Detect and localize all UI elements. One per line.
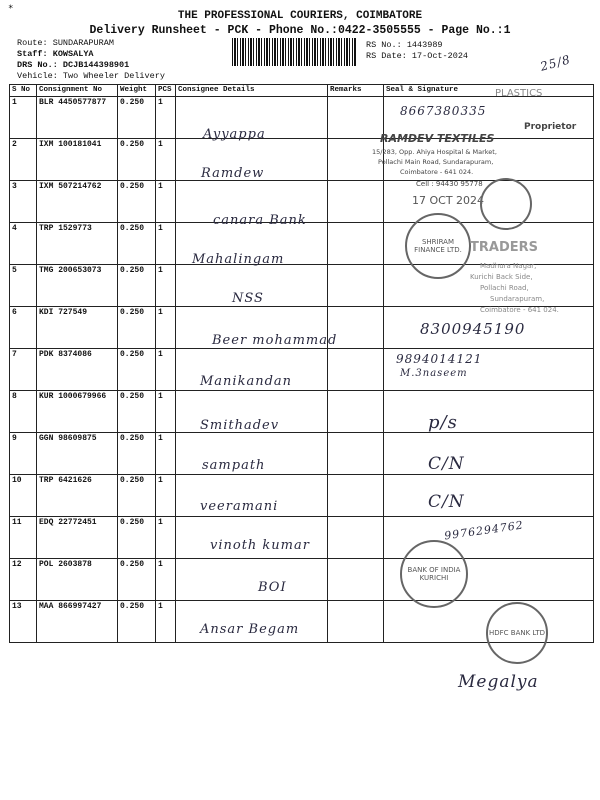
col-signature: Seal & Signature bbox=[384, 85, 594, 97]
col-sno: S No bbox=[10, 85, 37, 97]
stamp-address-3: Coimbatore - 641 024. bbox=[400, 168, 474, 176]
cell-sno: 4 bbox=[10, 223, 37, 265]
cell-pcs: 1 bbox=[156, 433, 176, 475]
cell-consignment-no: BLR 4450577877 bbox=[37, 97, 118, 139]
rs-no-line bbox=[366, 40, 443, 50]
route-value: SUNDARAPURAM bbox=[52, 38, 114, 48]
phone-note-2: 8300945190 bbox=[420, 320, 526, 338]
cell-remarks bbox=[328, 433, 384, 475]
cn-note-2: C/N bbox=[428, 492, 465, 512]
stamp-traders-addr-3: Pollachi Road, bbox=[480, 284, 529, 292]
cell-remarks bbox=[328, 517, 384, 559]
bottom-signature: Megalya bbox=[458, 672, 539, 692]
drs-line bbox=[17, 60, 129, 70]
cell-consignment-no: TRP 1529773 bbox=[37, 223, 118, 265]
cell-sno: 2 bbox=[10, 139, 37, 181]
cell-weight: 0.250 bbox=[118, 181, 156, 223]
consignee-hand-2: Ramdew bbox=[201, 166, 265, 181]
phone-note-1: 8667380335 bbox=[400, 104, 487, 118]
stamp-proprietor: Proprietor bbox=[524, 122, 577, 132]
cell-sno: 6 bbox=[10, 307, 37, 349]
rs-no-label: RS No.: bbox=[366, 40, 402, 50]
cell-consignment-no: KDI 727549 bbox=[37, 307, 118, 349]
cell-pcs: 1 bbox=[156, 517, 176, 559]
cell-consignment-no: GGN 98609875 bbox=[37, 433, 118, 475]
cell-weight: 0.250 bbox=[118, 517, 156, 559]
cell-sno: 1 bbox=[10, 97, 37, 139]
consignee-hand-9: sampath bbox=[202, 458, 266, 473]
runsheet-title: Delivery Runsheet - PCK - Phone No.:0422-3505555 - Page No.:1 bbox=[89, 24, 511, 37]
table-row bbox=[10, 349, 594, 391]
cell-consignment-no: PDK 8374086 bbox=[37, 349, 118, 391]
table-row bbox=[10, 139, 594, 181]
table-row bbox=[10, 433, 594, 475]
col-consignment: Consignment No bbox=[37, 85, 118, 97]
cell-remarks bbox=[328, 139, 384, 181]
stamp-traders-addr-4: Sundarapuram, bbox=[490, 295, 545, 303]
seal-finance: SHRIRAM FINANCE LTD. bbox=[405, 213, 471, 279]
col-consignee: Consignee Details bbox=[176, 85, 328, 97]
consignee-hand-12: BOI bbox=[258, 580, 287, 595]
stamp-address-2: Pollachi Main Road, Sundarapuram, bbox=[378, 158, 494, 166]
cell-pcs: 1 bbox=[156, 97, 176, 139]
cell-weight: 0.250 bbox=[118, 97, 156, 139]
cell-remarks bbox=[328, 349, 384, 391]
rs-date-value: 17-Oct-2024 bbox=[411, 51, 469, 61]
cell-pcs: 1 bbox=[156, 139, 176, 181]
staff-label: Staff: bbox=[17, 49, 48, 59]
consignee-hand-13: Ansar Begam bbox=[200, 622, 300, 637]
col-weight: Weight bbox=[118, 85, 156, 97]
table-row bbox=[10, 475, 594, 517]
cell-weight: 0.250 bbox=[118, 223, 156, 265]
stamp-ramdev: RAMDEV TEXTILES bbox=[380, 132, 495, 145]
vehicle-value: Two Wheeler Delivery bbox=[62, 71, 165, 81]
cell-signature bbox=[384, 433, 594, 475]
cn-note-1: C/N bbox=[428, 454, 465, 474]
runsheet-table bbox=[9, 84, 594, 643]
cell-remarks bbox=[328, 223, 384, 265]
cell-remarks bbox=[328, 391, 384, 433]
seal-boi: BANK OF INDIA KURICHI bbox=[400, 540, 468, 608]
cell-remarks bbox=[328, 475, 384, 517]
cell-remarks bbox=[328, 559, 384, 601]
cell-consignment-no: EDQ 22772451 bbox=[37, 517, 118, 559]
phone-note-3: 9894014121 bbox=[396, 352, 483, 366]
cell-sno: 10 bbox=[10, 475, 37, 517]
cell-weight: 0.250 bbox=[118, 391, 156, 433]
col-pcs: PCS bbox=[156, 85, 176, 97]
cell-consignment-no: IXM 507214762 bbox=[37, 181, 118, 223]
cell-sno: 11 bbox=[10, 517, 37, 559]
cell-pcs: 1 bbox=[156, 223, 176, 265]
cell-weight: 0.250 bbox=[118, 265, 156, 307]
consignee-hand-8: Smithadev bbox=[200, 418, 280, 433]
route-line bbox=[17, 38, 114, 48]
cell-pcs: 1 bbox=[156, 601, 176, 643]
cell-sno: 8 bbox=[10, 391, 37, 433]
stamp-date: 17 OCT 2024 bbox=[412, 194, 485, 207]
cell-pcs: 1 bbox=[156, 475, 176, 517]
rs-date-label: RS Date: bbox=[366, 51, 407, 61]
cell-weight: 0.250 bbox=[118, 307, 156, 349]
stamp-traders-addr-1: Madhura Nagar, bbox=[480, 262, 537, 270]
ps-note: p/s bbox=[428, 412, 458, 433]
vehicle-label: Vehicle: bbox=[17, 71, 58, 81]
cell-signature bbox=[384, 391, 594, 433]
cell-consignee bbox=[176, 559, 328, 601]
cell-consignment-no: POL 2603878 bbox=[37, 559, 118, 601]
cell-consignment-no: TRP 6421626 bbox=[37, 475, 118, 517]
cell-weight: 0.250 bbox=[118, 433, 156, 475]
cell-weight: 0.250 bbox=[118, 349, 156, 391]
cell-sno: 7 bbox=[10, 349, 37, 391]
cell-remarks bbox=[328, 181, 384, 223]
consignee-hand-11: vinoth kumar bbox=[210, 538, 310, 553]
corner-mark: * bbox=[8, 4, 14, 14]
table-row bbox=[10, 97, 594, 139]
table-row bbox=[10, 391, 594, 433]
cell-weight: 0.250 bbox=[118, 475, 156, 517]
stamp-cell: Cell : 94430 95778 bbox=[416, 180, 483, 188]
consignee-hand-3: canara Bank bbox=[213, 213, 307, 228]
cell-consignment-no: IXM 100181041 bbox=[37, 139, 118, 181]
cell-remarks bbox=[328, 97, 384, 139]
seal-date-round bbox=[480, 178, 532, 230]
cell-sno: 9 bbox=[10, 433, 37, 475]
cell-weight: 0.250 bbox=[118, 139, 156, 181]
cell-remarks bbox=[328, 265, 384, 307]
cell-pcs: 1 bbox=[156, 181, 176, 223]
company-title: THE PROFESSIONAL COURIERS, COIMBATORE bbox=[177, 10, 423, 22]
consignee-hand-10: veeramani bbox=[200, 499, 279, 514]
consignee-hand-7: Manikandan bbox=[200, 374, 293, 389]
stamp-traders-addr-5: Coimbatore - 641 024. bbox=[480, 306, 559, 314]
stamp-plastics: PLASTICS bbox=[495, 88, 543, 99]
vehicle-line bbox=[17, 71, 165, 81]
rs-date-line bbox=[366, 51, 468, 61]
consignee-hand-5: NSS bbox=[232, 291, 264, 306]
cell-signature bbox=[384, 475, 594, 517]
stamp-traders: TRADERS bbox=[470, 240, 538, 255]
cell-sno: 13 bbox=[10, 601, 37, 643]
route-label: Route: bbox=[17, 38, 48, 48]
consignee-hand-4: Mahalingam bbox=[192, 252, 285, 267]
cell-pcs: 1 bbox=[156, 391, 176, 433]
cell-weight: 0.250 bbox=[118, 601, 156, 643]
cell-sno: 5 bbox=[10, 265, 37, 307]
seal-hdfc: HDFC BANK LTD bbox=[486, 602, 548, 664]
cell-remarks bbox=[328, 601, 384, 643]
drs-value: DCJB144398901 bbox=[62, 60, 130, 70]
barcode bbox=[232, 38, 356, 66]
cell-consignment-no: MAA 866997427 bbox=[37, 601, 118, 643]
drs-label: DRS No.: bbox=[17, 60, 58, 70]
stamp-address-1: 15/283, Opp. Ahiya Hospital & Market, bbox=[372, 148, 497, 156]
col-remarks: Remarks bbox=[328, 85, 384, 97]
table-row bbox=[10, 559, 594, 601]
stamp-traders-addr-2: Kurichi Back Side, bbox=[470, 273, 533, 281]
cell-pcs: 1 bbox=[156, 559, 176, 601]
rs-no-value: 1443989 bbox=[406, 40, 443, 50]
cell-weight: 0.250 bbox=[118, 559, 156, 601]
consignee-hand-6: Beer mohammad bbox=[212, 333, 338, 348]
cell-sno: 12 bbox=[10, 559, 37, 601]
cell-consignment-no: KUR 1000679966 bbox=[37, 391, 118, 433]
staff-value: KOWSALYA bbox=[52, 49, 94, 59]
corner-note: 25/8 bbox=[538, 52, 573, 74]
cell-sno: 3 bbox=[10, 181, 37, 223]
note-3: M.3naseem bbox=[400, 368, 468, 379]
cell-pcs: 1 bbox=[156, 265, 176, 307]
phone-note-4: 9976294762 bbox=[443, 518, 525, 543]
cell-pcs: 1 bbox=[156, 307, 176, 349]
cell-consignment-no: TMG 200653073 bbox=[37, 265, 118, 307]
cell-pcs: 1 bbox=[156, 349, 176, 391]
staff-line bbox=[17, 49, 94, 59]
consignee-hand-1: Ayyappa bbox=[203, 127, 266, 142]
